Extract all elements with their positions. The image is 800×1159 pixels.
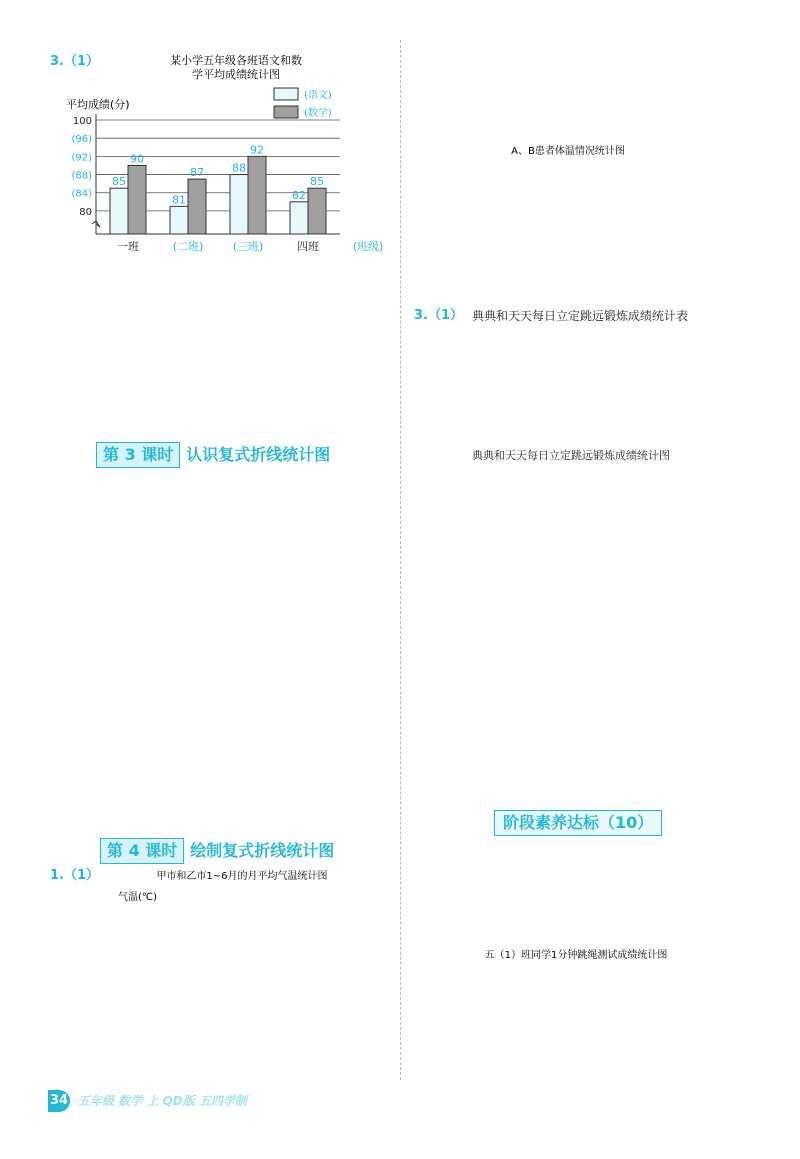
chart1-ytick: (84) [71, 188, 92, 200]
chart1-xtick: (三班) [232, 240, 264, 253]
q3-label: 3.（1） [50, 54, 100, 69]
chart1-title-l1: 某小学五年级各班语文和数 [170, 54, 302, 67]
bar-chinese [110, 188, 128, 234]
q3-right-label: 3.（1） [414, 308, 464, 323]
bar-math-label: 92 [250, 143, 264, 157]
bar-math-label: 90 [130, 152, 144, 166]
chart3-title: A、B患者体温情况统计图 [511, 146, 625, 157]
bar-chinese-label: 85 [112, 175, 126, 189]
section-stage10: 阶段素养达标（10） [494, 810, 662, 836]
chart1-plot [71, 114, 383, 253]
chart2-title: 甲市和乙市1~6月的月平均气温统计图 [156, 871, 328, 882]
bar-math [188, 179, 206, 234]
chart1-ytick: 80 [79, 206, 92, 218]
bar-math-label: 87 [190, 166, 204, 180]
bar-math-label: 85 [310, 175, 324, 189]
bar-chinese [290, 202, 308, 234]
chart-jump-rope [416, 944, 736, 1090]
legend-chinese-swatch [274, 88, 298, 100]
bar-chinese-label: 82 [292, 188, 306, 202]
chart4-title: 典典和天天每日立定跳远锻炼成绩统计图 [472, 449, 670, 462]
chart-city-temperature [92, 866, 392, 1086]
column-divider [400, 40, 401, 1080]
lesson3-tag: 第 3 课时 [96, 442, 180, 468]
table-title: 典典和天天每日立定跳远锻炼成绩统计表 [472, 309, 689, 323]
chart1-ytick: 100 [72, 116, 92, 127]
section-lesson4 [100, 838, 334, 862]
q1-label: 1.（1） [50, 868, 100, 883]
legend-chinese: (语文) [304, 90, 332, 101]
chart2-ylabel: 气温(℃) [118, 892, 158, 903]
chart1-xtick: 一班 [117, 240, 139, 253]
page-number: 34 [48, 1090, 70, 1112]
section-lesson3 [96, 442, 330, 466]
footer-text: 五年级 数学 上 QD版 五四学制 [78, 1094, 247, 1108]
chart-class-scores [60, 48, 400, 260]
bar-math [308, 188, 326, 234]
chart-patient-temperature [410, 142, 720, 302]
legend-math: (数学) [304, 108, 332, 119]
bar-chinese-label: 88 [232, 161, 246, 175]
chart1-xtick: (班级) [352, 240, 384, 253]
chart1-ytick: (92) [71, 152, 92, 164]
chart5-title: 五（1）班同学1分钟跳绳测试成绩统计图 [484, 950, 668, 961]
lesson4-tag: 第 4 课时 [100, 838, 184, 864]
bar-math [128, 165, 146, 234]
lesson4-title: 绘制复式折线统计图 [190, 841, 335, 860]
legend-math-swatch [274, 106, 298, 118]
footer [48, 1088, 348, 1114]
bar-chinese [230, 175, 248, 234]
chart1-ytick: (96) [71, 134, 92, 146]
lesson3-title: 认识复式折线统计图 [186, 445, 331, 464]
bar-chinese-label: 81 [172, 193, 186, 207]
chart1-title-l2: 学平均成绩统计图 [192, 68, 280, 81]
chart1-ytick: (88) [71, 170, 92, 182]
chart-jump-scores [418, 460, 738, 642]
chart1-xtick: 四班 [297, 240, 319, 253]
bar-math [248, 156, 266, 234]
bar-chinese [170, 206, 188, 234]
chart1-xtick: (二班) [172, 240, 204, 253]
chart1-ylabel: 平均成绩(分) [66, 98, 130, 111]
